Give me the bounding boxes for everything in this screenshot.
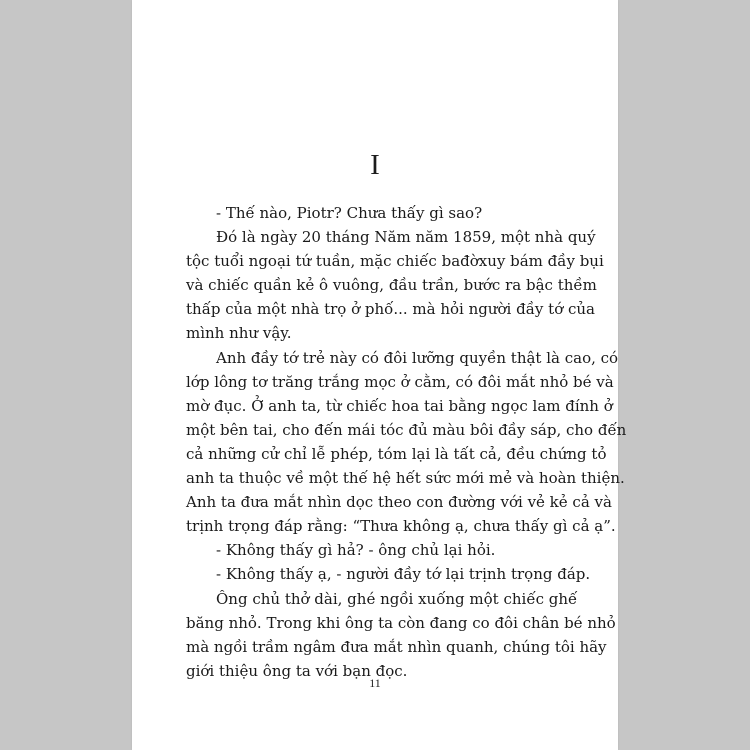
text-line: cả những cử chỉ lễ phép, tóm lại là tất cả, đều chứng tỏ (186, 444, 607, 463)
page-number: 11 (369, 676, 381, 690)
text-line: - Thế nào, Piotr? Chưa thấy gì sao? (216, 204, 483, 222)
text-line: - Không thấy gì hả? - ông chủ lại hỏi. (216, 541, 496, 560)
text-line: Anh ta đưa mắt nhìn dọc theo con đường với vẻ kẻ cả và (186, 493, 612, 512)
text-line: Anh đầy tớ trẻ này có đôi lưỡng quyền thật là cao, có (216, 348, 619, 367)
book-page (132, 0, 627, 750)
page-body-text (186, 201, 627, 683)
text-line: anh ta thuộc về một thế hệ hết sức mới mẻ và hoàn thiện. (186, 469, 625, 488)
text-line: lớp lông tơ trăng trắng mọc ở cằm, có đôi mắt nhỏ bé và (186, 372, 614, 391)
text-line: mình như vậy. (186, 324, 292, 343)
text-line: trịnh trọng đáp rằng: “Thưa không ạ, chưa thấy gì cả ạ”. (186, 517, 616, 536)
text-line: mờ đục. Ở anh ta, từ chiếc hoa tai bằng ngọc lam đính ở (186, 396, 613, 415)
text-line: giới thiệu ông ta với bạn đọc. (186, 661, 408, 680)
text-line: tộc tuổi ngoại tứ tuần, mặc chiếc bađờxuy bám đầy bụi (186, 252, 604, 271)
text-line: Đó là ngày 20 tháng Năm năm 1859, một nhà quý (216, 228, 596, 247)
text-line: thấp của một nhà trọ ở phố... mà hỏi người đầy tớ của (186, 300, 595, 319)
chapter-heading: I (370, 149, 380, 181)
text-line: băng nhỏ. Trong khi ông ta còn đang co đôi chân bé nhỏ (186, 613, 616, 632)
text-line: - Không thấy ạ, - người đầy tớ lại trịnh trọng đáp. (216, 565, 591, 584)
text-line: mà ngồi trầm ngâm đưa mắt nhìn quanh, chúng tôi hãy (186, 637, 607, 656)
text-line: Ông chủ thở dài, ghé ngồi xuống một chiếc ghế (216, 589, 578, 608)
text-line: và chiếc quần kẻ ô vuông, đầu trần, bước ra bậc thềm (186, 276, 597, 295)
text-line: một bên tai, cho đến mái tóc đủ màu bôi đầy sáp, cho đến (186, 420, 627, 439)
